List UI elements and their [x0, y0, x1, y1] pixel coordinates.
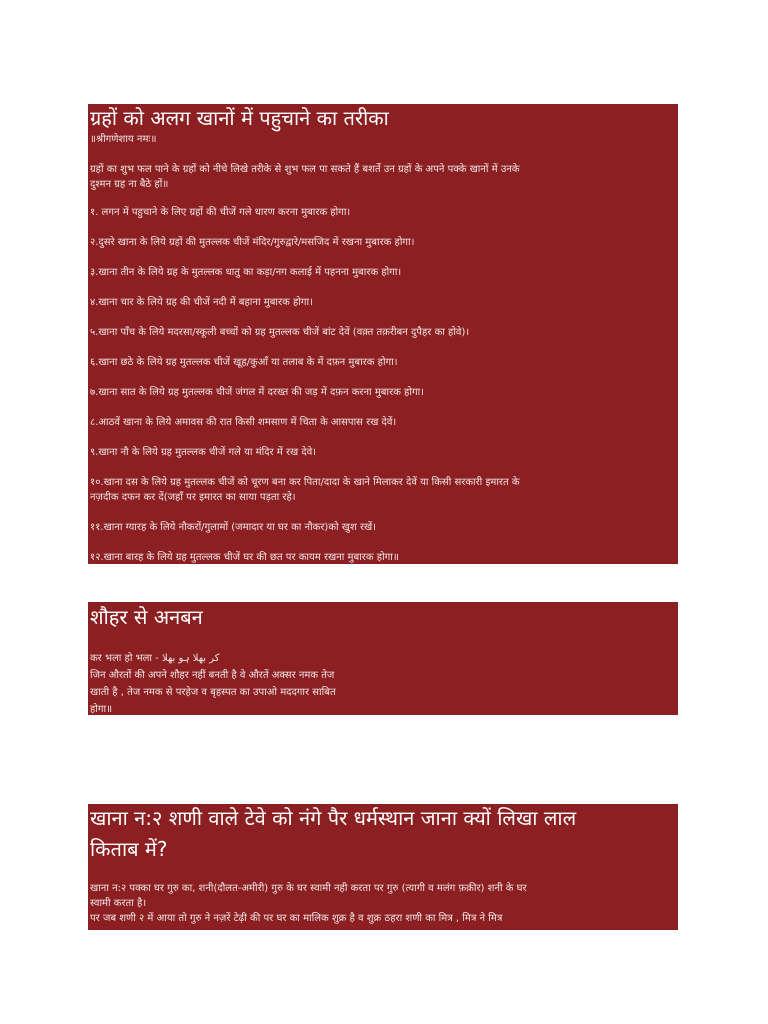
body-line: होगा॥	[90, 704, 113, 715]
body-line: पर जब शणी २ में आया तो गुरु ने नज़रें टेढ़ी की पर घर का मालिक शुक्र है व शुक्र ठहरा शणी का मित्र , मित्र ने मित्र	[90, 913, 503, 924]
remedy-line: ४.खाना चार के लिये ग्रह की चीजें नदी में बहाना मुबारक होगा।	[90, 297, 313, 308]
remedy-item	[90, 295, 678, 310]
remedy-item	[90, 520, 678, 535]
remedy-list	[90, 205, 678, 564]
section-title	[90, 804, 678, 865]
remedy-item	[90, 445, 678, 460]
remedy-item	[90, 475, 678, 505]
remedy-item	[90, 550, 678, 564]
remedy-item	[90, 235, 678, 250]
remedy-item	[90, 205, 678, 220]
body-line: खाना न:२ पक्का घर गुरु का, शनी(दौलत-अमीरी) गुरु के घर स्वामी नही करता पर गुरु (त्यागी व मलंग फ़क़ीर) शनी के घर	[90, 883, 527, 894]
remedy-line: ३.खाना तीन के लिये ग्रह के मुतल्लक धातु का कड़ा/नग कलाई में पहनना मुबारक होगा।	[90, 267, 402, 278]
section-title: ग्रहों को अलग खानों में पहुचाने का तरीका	[90, 106, 389, 130]
section-husband-discord	[88, 602, 678, 715]
invocation-text: ॥श्रीगणेशाय नमः॥	[90, 134, 157, 145]
intro-paragraph	[90, 162, 678, 192]
remedy-line: ११.खाना ग्यारह के लिये नौकरों/गुलामों (जमादार या घर का नौकर)को खुश रखें।	[90, 522, 377, 533]
remedy-line: नज़दीक दफन कर दें(जहाँ पर इमारत का साया पड़ता रहे।	[90, 492, 296, 503]
remedy-line: ७.खाना सात के लिये ग्रह मुतल्लक चीजें जंगल में दरख्त की जड़ में दफ़न करना मुबारक होगा।	[90, 387, 424, 398]
body-line: खाती है , तेज नमक से परहेज व बृहस्पत का उपाओ मददगार साबित	[90, 687, 336, 698]
title-line: खाना न:२ शणी वाले टेवे को नंगे पैर धर्मस्थान जाना क्यों लिखा लाल	[90, 806, 577, 830]
remedy-item	[90, 415, 678, 430]
remedy-line: १२.खाना बारह के लिये ग्रह मुतल्लक चीजें घर की छत पर कायम रखना मुबारक होगा॥	[90, 552, 399, 563]
remedy-line: १. लगन में पहुचाने के लिए ग्रहों की चीजें गले धारण करना मुबारक होगा।	[90, 207, 351, 218]
remedy-line: ८.आठवें खाना के लिये अमावस की रात किसी शमसाण में चिता के आसपास रख देवें।	[90, 417, 397, 428]
section-title: शौहर से अनबन	[90, 605, 203, 629]
remedy-line: ६.खाना छठे के लिये ग्रह मुतल्लक चीजें खूह/कुआँ या तलाब के में दफ़न मुबारक होगा।	[90, 357, 398, 368]
remedy-line: १०.खाना दस के लिये ग्रह मुतल्लक चीजें को चूरण बना कर पिता/दादा के खाने मिलाकर देवें या किसी सरकारी इमारत के	[90, 477, 520, 488]
remedy-item	[90, 385, 678, 400]
section-body	[90, 650, 678, 715]
remedy-item	[90, 325, 678, 340]
intro-line: ग्रहों का शुभ फल पाने के ग्रहों को नीचे लिखे तरीके से शुभ फल पा सकते हैं बशर्ते उन ग्रहों के अपने पक्के खानों में उनके	[90, 164, 520, 175]
remedy-line: ५.खाना पाँच के लिये मदरसा/स्कूली बच्चों को ग्रह मुतल्लक चीजें बांट देवें (वक़्त तक़रीबन दुपैहर का होवे)।	[90, 327, 470, 338]
title-line: किताब में?	[90, 837, 168, 861]
section-body	[90, 881, 678, 926]
remedy-item	[90, 355, 678, 370]
remedy-item	[90, 265, 678, 280]
body-line: कर भला हो भला - كر بھلا ہو بھلا	[90, 653, 220, 664]
body-line: स्वामी करता है।	[90, 898, 147, 909]
section-house-two-saturn	[88, 804, 678, 930]
remedy-line: ९.खाना नौ के लिये ग्रह मुतल्लक चीजें गले या मंदिर में रख देवे।	[90, 447, 317, 458]
body-line: जिन औरतों की अपने शौहर नहीं बनती है वे औरतें अक्सर नमक तेज	[90, 670, 335, 681]
intro-line: दुश्मन ग्रह ना बैठे हों॥	[90, 179, 169, 190]
section-planet-placement	[88, 104, 678, 564]
remedy-line: २.दुसरे खाना के लिये ग्रहों की मुतल्लक चीजें मंदिर/गुरुद्वारे/मसजिद में रखना मुबारक होगा।	[90, 237, 415, 248]
